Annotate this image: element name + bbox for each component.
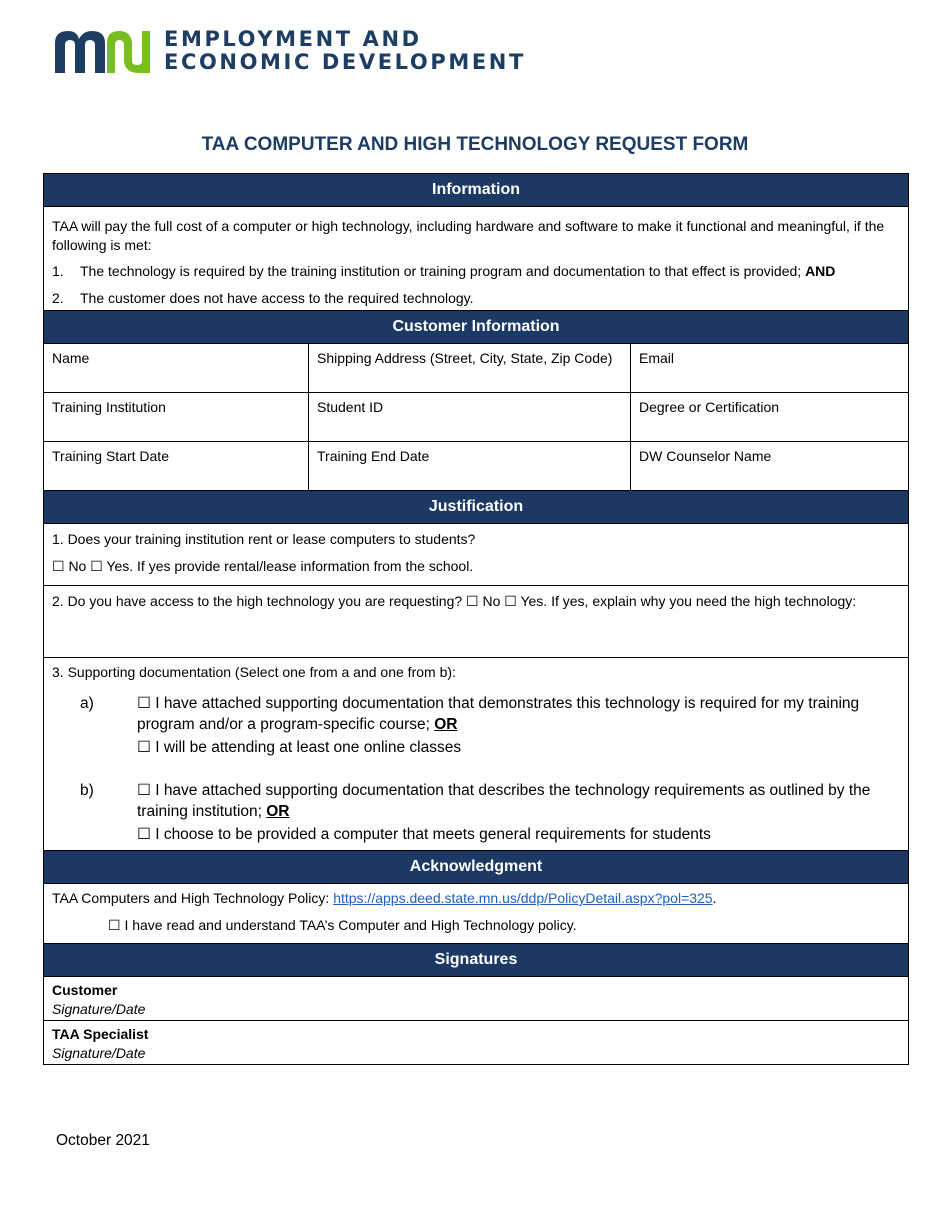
option-a-checkbox-2[interactable]: ☐ I will be attending at least one online classes xyxy=(137,739,462,756)
acknowledgment-heading: Acknowledgment xyxy=(44,851,908,884)
policy-checkbox[interactable]: ☐ I have read and understand TAA’s Computer and High Technology policy. xyxy=(108,917,577,933)
q3-text: 3. Supporting documentation (Select one from a and one from b): xyxy=(52,664,456,680)
page-title: TAA COMPUTER AND HIGH TECHNOLOGY REQUEST FORM xyxy=(201,134,749,155)
logo-line-1: EMPLOYMENT AND xyxy=(164,27,422,51)
q1-options[interactable]: ☐ No ☐ Yes. If yes provide rental/lease information from the school. xyxy=(52,558,474,574)
option-b xyxy=(52,780,900,845)
information-heading: Information xyxy=(44,174,908,207)
item-2-text: The customer does not have access to the required technology. xyxy=(80,290,474,306)
option-b-letter: b) xyxy=(80,782,94,799)
student-id-field[interactable]: Student ID xyxy=(309,393,631,442)
option-a-letter: a) xyxy=(80,695,94,712)
customer-signature[interactable] xyxy=(44,977,908,1021)
specialist-signature[interactable] xyxy=(44,1021,908,1064)
option-a-checkbox-1[interactable] xyxy=(137,693,900,735)
q1-text: 1. Does your training institution rent or lease computers to students? xyxy=(52,531,476,547)
specialist-signature-label: TAA Specialist xyxy=(52,1026,149,1042)
policy-link[interactable]: https://apps.deed.state.mn.us/ddp/PolicyDetail.aspx?pol=325 xyxy=(333,890,713,906)
q2-text[interactable]: 2. Do you have access to the high technology you are requesting? ☐ No ☐ Yes. If yes, explain why you need the high technology: xyxy=(52,593,857,609)
information-item-2 xyxy=(52,289,900,308)
option-b-1-or: OR xyxy=(266,803,290,820)
deed-logo xyxy=(55,28,526,74)
justification-q2 xyxy=(44,586,908,658)
training-start-date-field[interactable]: Training Start Date xyxy=(44,442,309,491)
justification-q1 xyxy=(44,524,908,586)
dw-counselor-name-field[interactable]: DW Counselor Name xyxy=(631,442,908,491)
policy-end: . xyxy=(712,890,717,906)
policy-line xyxy=(52,889,900,908)
training-institution-field[interactable]: Training Institution xyxy=(44,393,309,442)
acknowledgment-section xyxy=(44,884,908,944)
policy-label: TAA Computers and High Technology Policy: xyxy=(52,890,334,906)
logo-line-2: ECONOMIC DEVELOPMENT xyxy=(164,50,526,74)
option-b-checkbox-2[interactable]: ☐ I choose to be provided a computer that meets general requirements for students xyxy=(137,826,711,843)
information-section xyxy=(44,207,908,311)
customer-information-grid xyxy=(44,344,908,491)
item-1-text: The technology is required by the training institution or training program and documentation to that effect is provided; xyxy=(80,263,806,279)
customer-signature-label: Customer xyxy=(52,982,118,998)
minnesota-logo-icon xyxy=(55,29,150,73)
information-item-1 xyxy=(52,262,900,281)
justification-heading: Justification xyxy=(44,491,908,524)
customer-information-heading: Customer Information xyxy=(44,311,908,344)
shipping-address-field[interactable]: Shipping Address (Street, City, State, Zip Code) xyxy=(309,344,631,393)
request-form xyxy=(43,173,909,1065)
option-a-1-text: ☐ I have attached supporting documentation that demonstrates this technology is required for my training program and/or a program-specific course; xyxy=(137,695,860,733)
option-a-1-or: OR xyxy=(434,716,458,733)
item-2-number: 2. xyxy=(52,290,64,306)
customer-signature-date: Signature/Date xyxy=(52,1001,146,1017)
option-a xyxy=(52,693,900,758)
name-field[interactable]: Name xyxy=(44,344,309,393)
option-b-1-text: ☐ I have attached supporting documentation that describes the technology requirements as outlined by the training institution; xyxy=(137,782,871,820)
degree-certification-field[interactable]: Degree or Certification xyxy=(631,393,908,442)
option-b-checkbox-1[interactable] xyxy=(137,780,900,822)
item-1-and: AND xyxy=(805,263,836,279)
item-1-number: 1. xyxy=(52,263,64,279)
signatures-heading: Signatures xyxy=(44,944,908,977)
footer-date: October 2021 xyxy=(56,1132,150,1149)
specialist-signature-date: Signature/Date xyxy=(52,1045,146,1061)
justification-q3 xyxy=(44,658,908,851)
training-end-date-field[interactable]: Training End Date xyxy=(309,442,631,491)
information-intro: TAA will pay the full cost of a computer or high technology, including hardware and software to make it functional and meaningful, if the following is met: xyxy=(52,218,885,253)
email-field[interactable]: Email xyxy=(631,344,908,393)
